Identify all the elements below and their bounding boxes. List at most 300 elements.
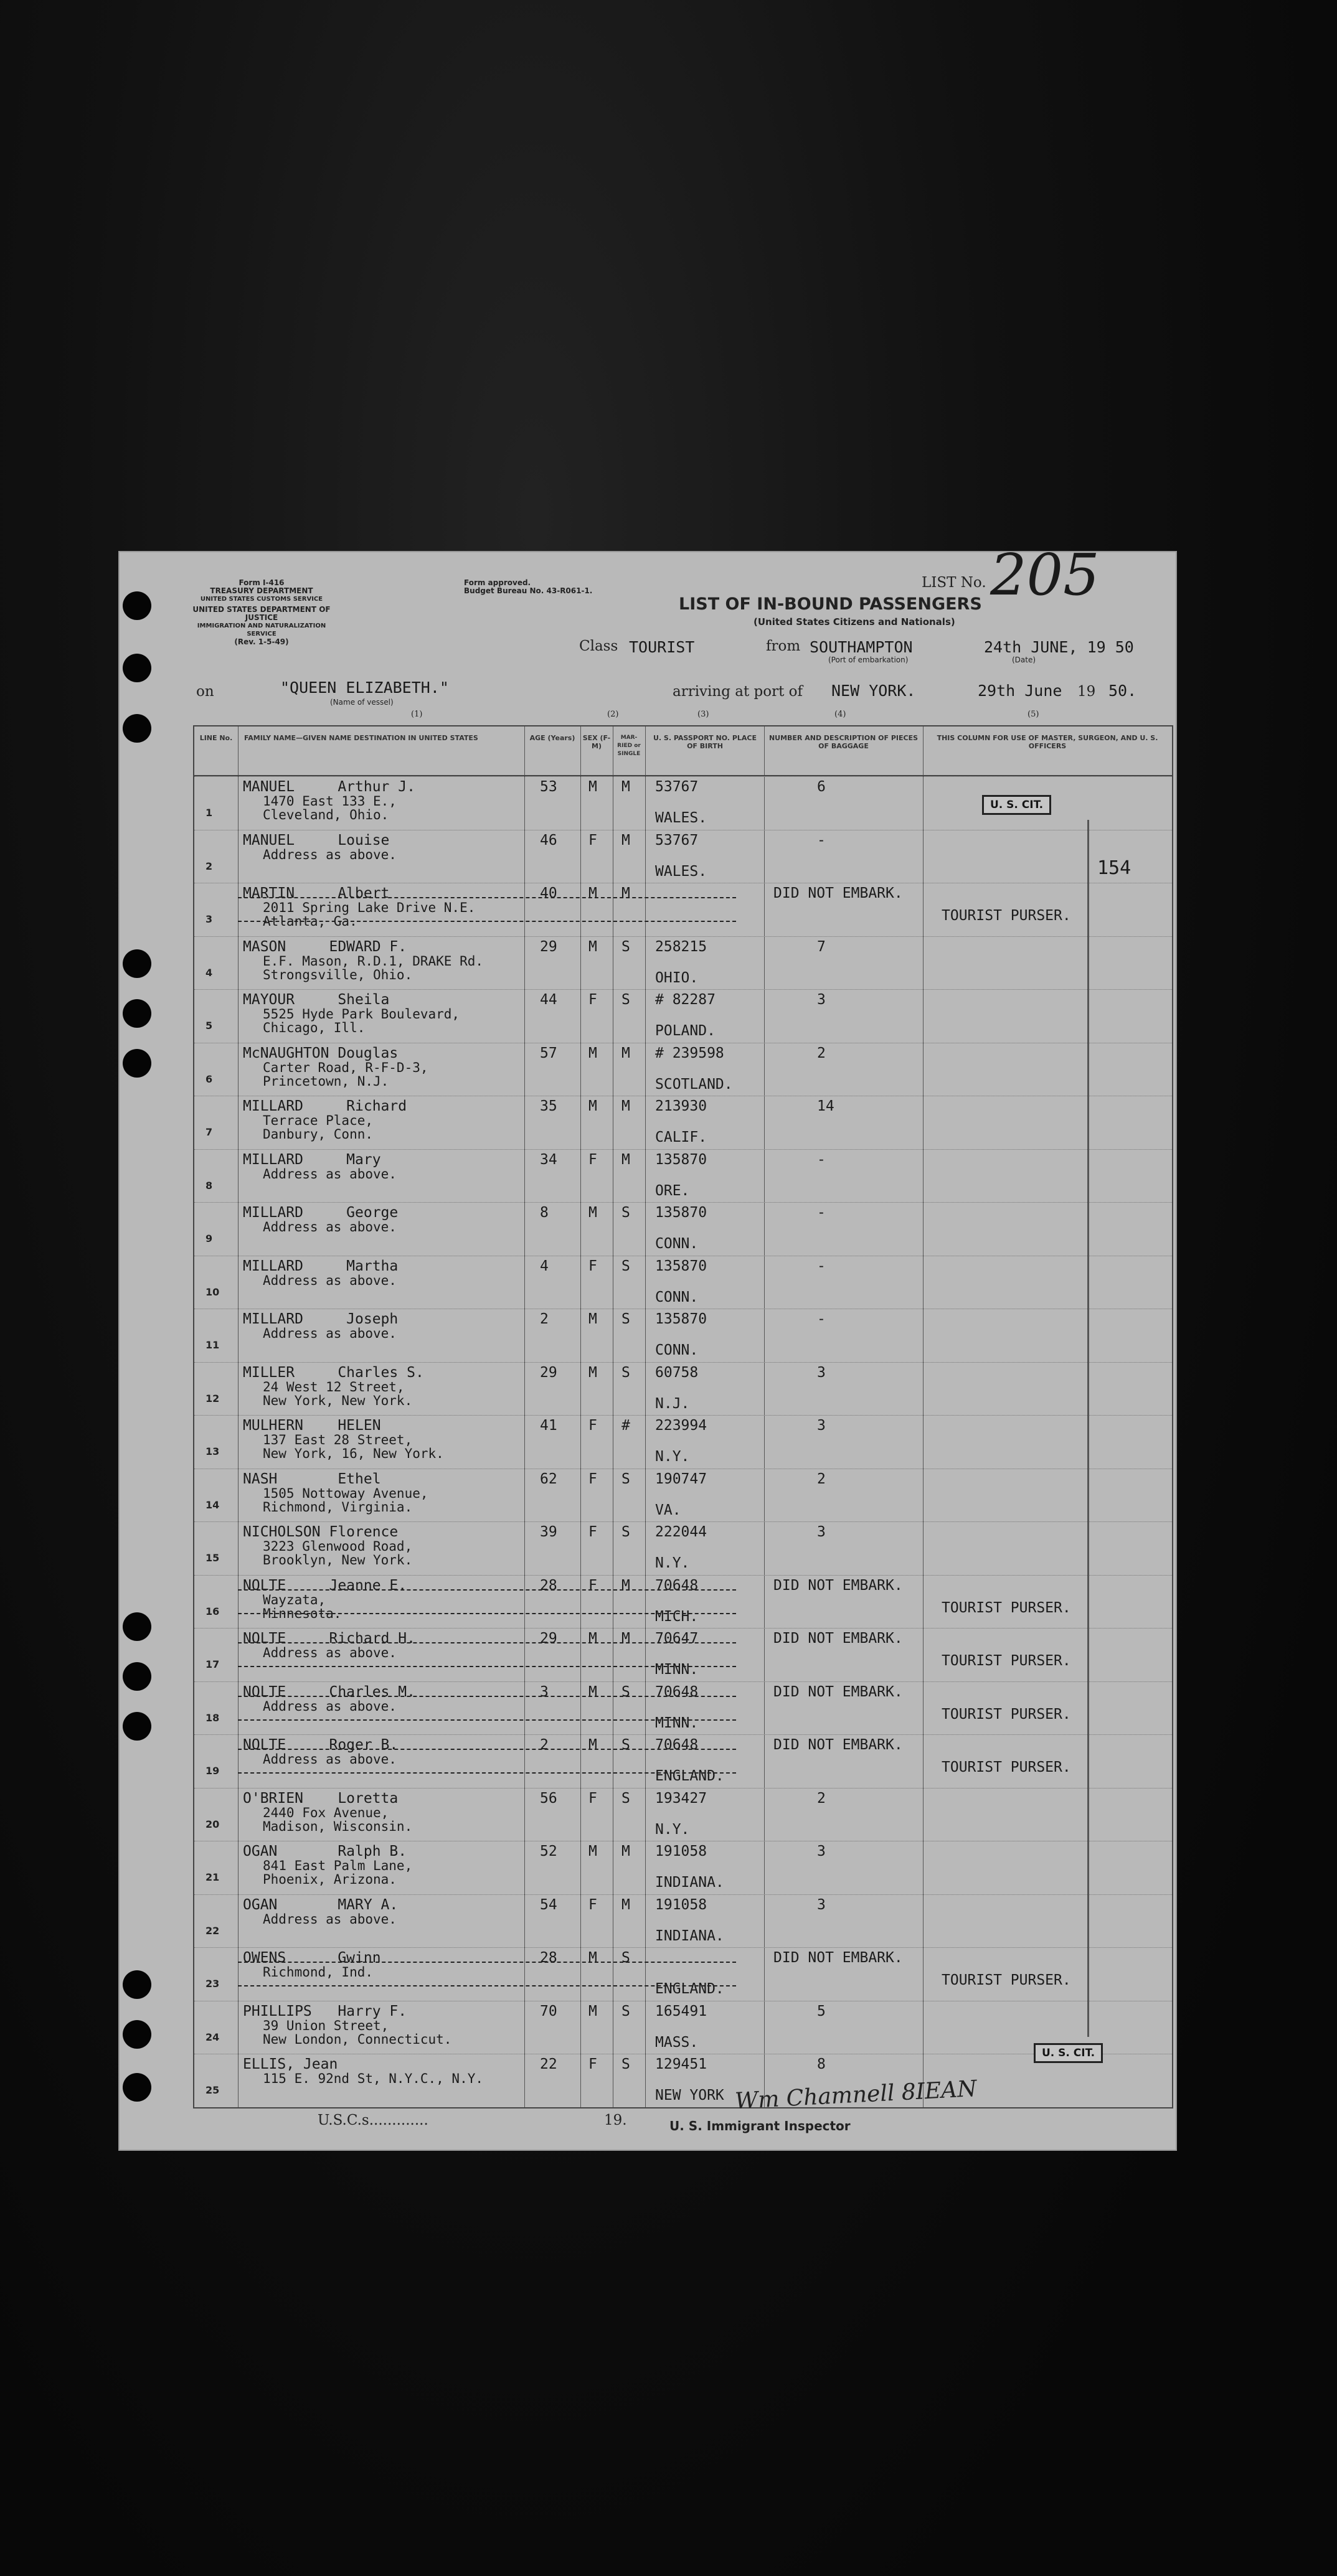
table-row: [194, 936, 1172, 990]
age: 53: [540, 779, 557, 795]
passenger-name: ELLIS, Jean: [243, 2056, 338, 2072]
destination-address: E.F. Mason, R.D.1, DRAKE Rd. Strongsville, Ohio.: [263, 953, 484, 982]
sex: M: [588, 1311, 597, 1327]
passport-number: 191058: [655, 1896, 707, 1913]
approval-block: [464, 579, 626, 595]
passport-number: 70648: [655, 1577, 699, 1594]
baggage: 8: [817, 2056, 826, 2072]
marital-status: M: [621, 1630, 630, 1647]
table-row: [194, 1043, 1172, 1097]
baggage: 3: [817, 1524, 826, 1540]
baggage: -: [817, 1311, 826, 1327]
passport-number: 191058: [655, 1843, 707, 1859]
strikethrough-line: [238, 1589, 736, 1591]
baggage: DID NOT EMBARK.: [773, 1630, 903, 1647]
header-name: FAMILY NAME—GIVEN NAME DESTINATION IN UNITED STATES: [244, 734, 478, 742]
passenger-name: NOLTE Jeanne E.: [243, 1577, 407, 1594]
passport-number: 258215: [655, 938, 707, 955]
destination-address: Address as above.: [263, 1752, 397, 1767]
marital-status: M: [621, 779, 630, 795]
sex: M: [588, 779, 597, 795]
age: 8: [540, 1205, 549, 1221]
passenger-name: NASH Ethel: [243, 1470, 381, 1487]
list-number-handwritten: 205: [990, 542, 1100, 608]
baggage: DID NOT EMBARK.: [773, 1737, 903, 1753]
form-revision: (Rev. 1-5-49): [234, 637, 289, 646]
passport-number: 70647: [655, 1630, 699, 1647]
passport-number: 193427: [655, 1790, 707, 1807]
passport-number: # 82287: [655, 992, 716, 1008]
vessel-caption: (Name of vessel): [330, 698, 394, 707]
destination-address: 5525 Hyde Park Boulevard, Chicago, Ill.: [263, 1007, 460, 1035]
sex: M: [588, 2003, 597, 2019]
age: 4: [540, 1257, 549, 1274]
table-row: [194, 1894, 1172, 1948]
age: 22: [540, 2056, 557, 2072]
sex: M: [588, 1630, 597, 1647]
arrival-year-label: 19: [1077, 684, 1096, 700]
place-of-birth: N.Y.: [655, 1555, 690, 1571]
baggage: DID NOT EMBARK.: [773, 1577, 903, 1594]
sex: M: [588, 1364, 597, 1381]
punch-hole: [123, 1049, 151, 1078]
place-of-birth: CALIF.: [655, 1129, 707, 1145]
destination-address: 39 Union Street, New London, Connecticut.: [263, 2018, 452, 2047]
sex: F: [588, 1896, 597, 1913]
age: 52: [540, 1843, 557, 1859]
passenger-list-page: [118, 542, 1177, 2151]
line-number: 20: [206, 1818, 220, 1830]
table-row: [194, 1362, 1172, 1416]
passenger-name: MULHERN HELEN: [243, 1417, 381, 1434]
sex: F: [588, 2056, 597, 2072]
age: 54: [540, 1896, 557, 1913]
line-number: 21: [206, 1871, 220, 1883]
passport-number: 135870: [655, 1257, 707, 1274]
baggage: 2: [817, 1045, 826, 1061]
line-number: 23: [206, 1978, 220, 1990]
budget-bureau: Budget Bureau No. 43-R061-1.: [464, 586, 593, 595]
baggage: -: [817, 1257, 826, 1274]
punch-hole: [123, 714, 151, 743]
from-label: from: [766, 638, 801, 654]
header-officers: THIS COLUMN FOR USE OF MASTER, SURGEON, AND U. S. OFFICERS: [937, 734, 1158, 750]
line-number: 15: [206, 1552, 220, 1564]
table-row: [194, 2054, 1172, 2108]
list-no-label: LIST No.: [922, 575, 986, 591]
passport-number: 223994: [655, 1417, 707, 1434]
embarkation-date: 24th JUNE, 19 50: [984, 638, 1134, 656]
destination-address: 2011 Spring Lake Drive N.E. Atlanta, Ga.: [263, 900, 476, 929]
passenger-name: MILLARD Martha: [243, 1257, 399, 1274]
age: 2: [540, 1737, 549, 1753]
strikethrough-line: [238, 921, 736, 922]
table-row: [194, 1841, 1172, 1895]
passenger-name: MANUEL Louise: [243, 832, 390, 848]
strikethrough-line: [238, 1749, 736, 1750]
table-row: [194, 1256, 1172, 1310]
treasury-department: TREASURY DEPARTMENT: [210, 586, 313, 595]
sex: M: [588, 1098, 597, 1114]
header-line-no: LINE No.: [199, 734, 233, 742]
passenger-table: [193, 725, 1173, 2108]
table-row: [194, 1521, 1172, 1576]
marital-status: S: [621, 1311, 630, 1327]
passenger-name: PHILLIPS Harry F.: [243, 2003, 407, 2019]
table-row: [194, 1415, 1172, 1469]
place-of-birth: NEW YORK: [655, 2087, 724, 2104]
line-number: 22: [206, 1924, 220, 1937]
line-number: 9: [206, 1233, 213, 1244]
punch-hole: [123, 999, 151, 1028]
sex: M: [588, 885, 597, 901]
baggage: -: [817, 1151, 826, 1168]
col-num-3: (3): [697, 710, 709, 719]
form-title: LIST OF IN-BOUND PASSENGERS: [679, 595, 982, 614]
sex: M: [588, 1737, 597, 1753]
place-of-birth: N.Y.: [655, 1449, 690, 1465]
place-of-birth: MINN.: [655, 1714, 699, 1731]
passenger-name: MILLARD Mary: [243, 1151, 381, 1168]
sex: F: [588, 1524, 597, 1540]
passenger-name: NOLTE Richard H.: [243, 1630, 415, 1647]
table-row: [194, 1947, 1172, 2001]
passenger-name: McNAUGHTON Douglas: [243, 1045, 399, 1061]
inspector-signature: Wm Chamnell 8IEAN: [734, 2075, 978, 2115]
form-subtitle: (United States Citizens and Nationals): [754, 616, 955, 628]
age: 29: [540, 938, 557, 955]
place-of-birth: ENGLAND.: [655, 1768, 724, 1784]
table-row: [194, 1149, 1172, 1203]
line-number: 11: [206, 1339, 220, 1351]
table-row: [194, 1681, 1172, 1736]
header-age: AGE (Years): [529, 734, 575, 742]
place-of-birth: CONN.: [655, 1289, 699, 1305]
uscs-footer: U.S.C.s.............: [318, 2112, 428, 2128]
class-label: Class: [579, 638, 618, 654]
baggage: 3: [817, 1364, 826, 1381]
passenger-name: NOLTE Charles M.: [243, 1683, 415, 1700]
age: 28: [540, 1950, 557, 1966]
table-row: [194, 1628, 1172, 1682]
date-caption: (Date): [1012, 656, 1036, 664]
on-label: on: [196, 684, 214, 700]
us-citizen-stamp-bottom: U. S. CIT.: [1034, 2043, 1103, 2063]
line-number: 16: [206, 1605, 220, 1617]
strikethrough-line: [238, 1962, 736, 1963]
tourist-purser-note: TOURIST PURSER.: [942, 1653, 1071, 1669]
sex: M: [588, 1843, 597, 1859]
sex: M: [588, 1950, 597, 1966]
immigrant-inspector-label: U. S. Immigrant Inspector: [669, 2118, 851, 2133]
baggage: 2: [817, 1790, 826, 1807]
strikethrough-line: [238, 1613, 736, 1614]
passport-number: 60758: [655, 1364, 699, 1381]
baggage: 5: [817, 2003, 826, 2019]
passenger-name: MASON EDWARD F.: [243, 938, 407, 955]
marital-status: S: [621, 1737, 630, 1753]
marital-status: S: [621, 1524, 630, 1540]
destination-address: 1505 Nottoway Avenue, Richmond, Virginia.: [263, 1485, 428, 1515]
line-number: 17: [206, 1658, 220, 1670]
baggage: 6: [817, 779, 826, 795]
line-number: 6: [206, 1073, 213, 1085]
sex: F: [588, 1257, 597, 1274]
passenger-name: NICHOLSON Florence: [243, 1524, 399, 1540]
header-baggage: NUMBER AND DESCRIPTION OF PIECES OF BAGGAGE: [768, 734, 919, 750]
col-num-1: (1): [411, 710, 423, 719]
baggage: 3: [817, 1896, 826, 1913]
sex: M: [588, 1205, 597, 1221]
passenger-name: MILLER Charles S.: [243, 1364, 424, 1381]
strikethrough-line: [238, 1666, 736, 1667]
marital-status: S: [621, 1790, 630, 1807]
place-of-birth: INDIANA.: [655, 1874, 724, 1891]
baggage: 3: [817, 1843, 826, 1859]
place-of-birth: N.J.: [655, 1395, 690, 1412]
table-row: [194, 1469, 1172, 1523]
age: 29: [540, 1364, 557, 1381]
table-row: [194, 989, 1172, 1043]
marital-status: M: [621, 1045, 630, 1061]
baggage: 2: [817, 1470, 826, 1487]
passenger-name: OGAN Ralph B.: [243, 1843, 407, 1859]
strikethrough-line: [238, 1719, 736, 1721]
marital-status: M: [621, 1151, 630, 1168]
passenger-name: MAYOUR Sheila: [243, 992, 390, 1008]
place-of-birth: OHIO.: [655, 969, 699, 986]
passenger-name: MILLARD Richard: [243, 1098, 407, 1114]
destination-address: Richmond, Ind.: [263, 1965, 374, 1980]
destination-address: Address as above.: [263, 1272, 397, 1288]
header-sex: SEX (F-M): [582, 734, 611, 750]
marital-status: M: [621, 1098, 630, 1114]
age: 28: [540, 1577, 557, 1594]
destination-address: Address as above.: [263, 1326, 397, 1341]
passport-number: 135870: [655, 1151, 707, 1168]
arriving-label: arriving at port of: [673, 684, 803, 700]
marital-status: S: [621, 1950, 630, 1966]
table-row: [194, 2001, 1172, 2055]
passenger-name: NOLTE Roger B.: [243, 1737, 399, 1753]
age: 3: [540, 1683, 549, 1700]
passenger-name: OGAN MARY A.: [243, 1896, 399, 1913]
destination-address: Terrace Place, Danbury, Conn.: [263, 1113, 374, 1142]
table-row: [194, 1096, 1172, 1150]
line-number: 4: [206, 966, 213, 979]
strikethrough-line: [238, 1985, 736, 1986]
line-number: 10: [206, 1286, 220, 1298]
line-number: 3: [206, 913, 213, 925]
marital-status: S: [621, 2003, 630, 2019]
passport-number: 165491: [655, 2003, 707, 2019]
passport-number: 222044: [655, 1524, 707, 1540]
port-of-arrival: NEW YORK.: [831, 682, 916, 700]
passenger-name: MILLARD Joseph: [243, 1311, 399, 1327]
header-passport: U. S. PASSPORT NO. PLACE OF BIRTH: [653, 734, 757, 750]
age: 70: [540, 2003, 557, 2019]
passport-number: 70648: [655, 1683, 699, 1700]
baggage: 14: [817, 1098, 834, 1114]
passport-number: 53767: [655, 832, 699, 848]
port-embark-caption: (Port of embarkation): [828, 656, 909, 664]
passport-number: 70648: [655, 1737, 699, 1753]
line-number: 12: [206, 1392, 220, 1404]
age: 35: [540, 1098, 557, 1114]
age: 62: [540, 1470, 557, 1487]
place-of-birth: INDIANA.: [655, 1927, 724, 1944]
marital-status: #: [621, 1417, 630, 1434]
destination-address: 137 East 28 Street, New York, 16, New York.: [263, 1432, 444, 1461]
strikethrough-line: [238, 1696, 736, 1697]
tourist-purser-note: TOURIST PURSER.: [942, 1972, 1071, 1988]
punch-hole: [123, 949, 151, 978]
sex: F: [588, 1417, 597, 1434]
form-agency-block: [187, 579, 336, 646]
sex: F: [588, 1790, 597, 1807]
age: 39: [540, 1524, 557, 1540]
table-row: [194, 1734, 1172, 1789]
passenger-name: MARTIN Albert: [243, 885, 390, 901]
table-row: [194, 1309, 1172, 1363]
line-number: 18: [206, 1711, 220, 1724]
marital-status: S: [621, 1205, 630, 1221]
place-of-birth: MICH.: [655, 1608, 699, 1625]
vertical-line-mark: [1087, 820, 1089, 2037]
destination-address: 3223 Glenwood Road, Brooklyn, New York.: [263, 1539, 413, 1568]
baggage: 7: [817, 938, 826, 955]
arrival-year: 50.: [1108, 682, 1137, 700]
place-of-birth: ORE.: [655, 1182, 690, 1199]
line-number: 13: [206, 1445, 220, 1457]
punch-hole: [123, 1662, 151, 1691]
passport-number: 135870: [655, 1311, 707, 1327]
sex: F: [588, 992, 597, 1008]
col-num-5: (5): [1028, 710, 1039, 719]
baggage: -: [817, 832, 826, 848]
passenger-name: OWENS Gwinn: [243, 1950, 381, 1966]
place-of-birth: POLAND.: [655, 1023, 716, 1039]
baggage: -: [817, 1205, 826, 1221]
sex: M: [588, 1683, 597, 1700]
vessel-name: "QUEEN ELIZABETH.": [280, 679, 449, 697]
baggage: DID NOT EMBARK.: [773, 1950, 903, 1966]
place-of-birth: SCOTLAND.: [655, 1076, 733, 1093]
form-number: Form I-416: [239, 578, 285, 587]
passport-number: 190747: [655, 1470, 707, 1487]
passport-number: 135870: [655, 1205, 707, 1221]
age: 44: [540, 992, 557, 1008]
baggage: 3: [817, 992, 826, 1008]
destination-address: Address as above.: [263, 1911, 397, 1927]
line-number: 7: [206, 1126, 213, 1138]
place-of-birth: VA.: [655, 1502, 681, 1518]
tourist-purser-note: TOURIST PURSER.: [942, 1706, 1071, 1723]
class-value: TOURIST: [629, 638, 695, 656]
line-number: 14: [206, 1498, 220, 1511]
tourist-purser-note: TOURIST PURSER.: [942, 908, 1071, 924]
line-number: 19: [206, 1765, 220, 1777]
punch-hole: [123, 654, 151, 682]
passenger-name: MILLARD George: [243, 1205, 399, 1221]
table-row: [194, 1575, 1172, 1629]
place-of-birth: WALES.: [655, 863, 707, 880]
place-of-birth: ENGLAND.: [655, 1981, 724, 1997]
passenger-name: MANUEL Arthur J.: [243, 779, 415, 795]
age: 56: [540, 1790, 557, 1807]
punch-hole: [123, 2073, 151, 2102]
destination-address: Address as above.: [263, 1166, 397, 1182]
col-num-4: (4): [834, 710, 846, 719]
punch-hole: [123, 591, 151, 620]
punch-hole: [123, 1612, 151, 1641]
age: 2: [540, 1311, 549, 1327]
strikethrough-line: [238, 897, 736, 898]
passport-number: 129451: [655, 2056, 707, 2072]
baggage: 3: [817, 1417, 826, 1434]
marital-status: M: [621, 1896, 630, 1913]
marital-status: S: [621, 2056, 630, 2072]
table-row: [194, 1202, 1172, 1256]
marital-status: S: [621, 1364, 630, 1381]
table-row: [194, 1788, 1172, 1842]
baggage: DID NOT EMBARK.: [773, 885, 903, 901]
justice-department: UNITED STATES DEPARTMENT OF JUSTICE: [192, 605, 331, 622]
marital-status: S: [621, 1470, 630, 1487]
destination-address: Address as above.: [263, 1698, 397, 1714]
table-row: [194, 883, 1172, 937]
place-of-birth: N.Y.: [655, 1821, 690, 1838]
tourist-purser-note: TOURIST PURSER.: [942, 1759, 1071, 1775]
passport-number: # 239598: [655, 1045, 724, 1061]
passenger-name: O'BRIEN Loretta: [243, 1790, 399, 1807]
table-row: [194, 830, 1172, 884]
line-number: 24: [206, 2031, 220, 2043]
place-of-birth: CONN.: [655, 1342, 699, 1358]
age: 34: [540, 1151, 557, 1168]
destination-address: 1470 East 133 E., Cleveland, Ohio.: [263, 794, 397, 822]
place-of-birth: WALES.: [655, 810, 707, 826]
col-num-2: (2): [607, 710, 619, 719]
punch-hole: [123, 1712, 151, 1741]
destination-address: Carter Road, R-F-D-3, Princetown, N.J.: [263, 1060, 428, 1089]
form-approved: Form approved.: [464, 578, 531, 587]
footer-year: 19.: [604, 2112, 627, 2128]
passport-number: 213930: [655, 1098, 707, 1114]
tourist-purser-note: TOURIST PURSER.: [942, 1599, 1071, 1616]
marital-status: M: [621, 1577, 630, 1594]
customs-service: UNITED STATES CUSTOMS SERVICE: [200, 596, 323, 603]
age: 40: [540, 885, 557, 901]
line-number: 5: [206, 1020, 213, 1032]
marital-status: S: [621, 1683, 630, 1700]
sex: F: [588, 1577, 597, 1594]
header-married: MAR-RIED or SINGLE: [617, 735, 641, 757]
place-of-birth: CONN.: [655, 1236, 699, 1252]
us-citizen-stamp-top: U. S. CIT.: [982, 795, 1051, 815]
sex: M: [588, 938, 597, 955]
sex: M: [588, 1045, 597, 1061]
age: 29: [540, 1630, 557, 1647]
marital-status: M: [621, 1843, 630, 1859]
line-number: 25: [206, 2084, 220, 2096]
passport-number: 53767: [655, 779, 699, 795]
punch-hole: [123, 1970, 151, 1999]
ins-service: IMMIGRATION AND NATURALIZATION SERVICE: [197, 623, 326, 637]
age: 57: [540, 1045, 557, 1061]
sex: F: [588, 1151, 597, 1168]
arrival-date: 29th June: [978, 682, 1062, 700]
